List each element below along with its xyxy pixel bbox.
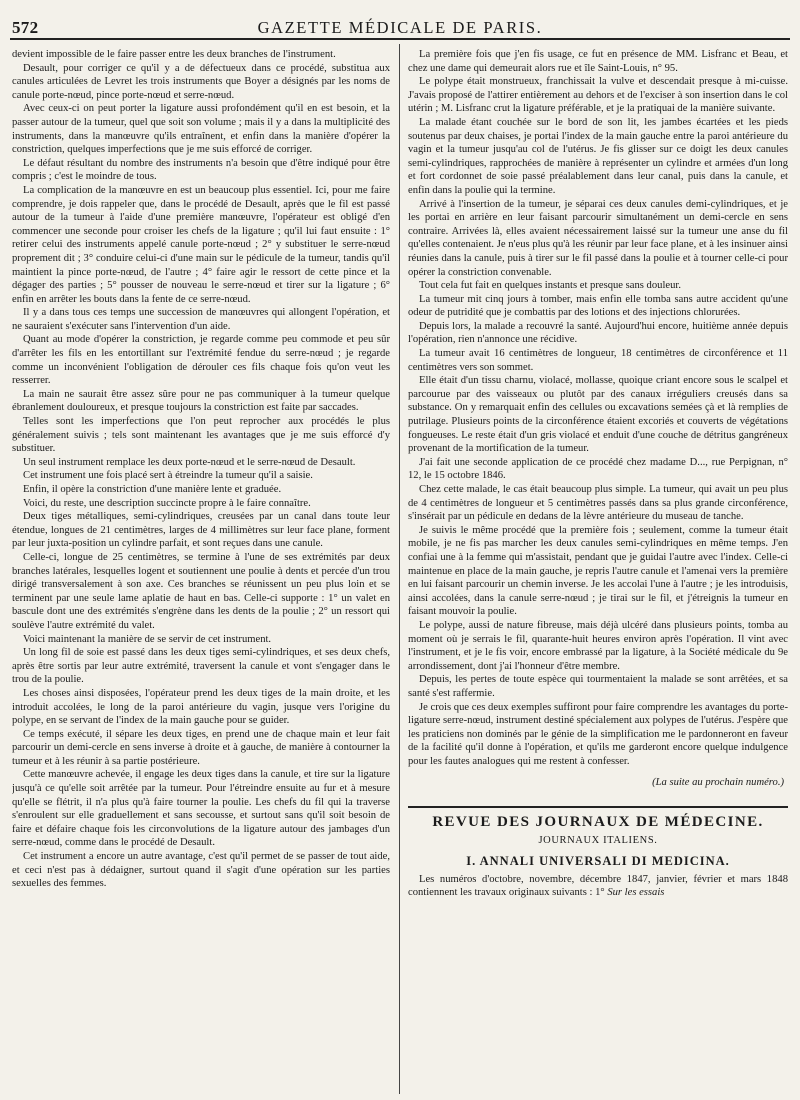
paragraph: La tumeur avait 16 centimètres de longueur, 18 centimètres de circonférence et 11 centimètres vers son sommet. — [408, 348, 788, 373]
paragraph: J'ai fait une seconde application de ce procédé chez madame D..., rue Perpignan, n° 12, le 15 octobre 1846. — [408, 456, 788, 482]
paragraph: Un seul instrument remplace les deux porte-nœud et le serre-nœud de Desault. — [23, 456, 356, 468]
intro-italic: Sur les essais — [607, 887, 665, 899]
paragraph: Les choses ainsi disposées, l'opérateur prend les deux tiges de la main droite, et les introduit accolées, le long de la paroi antérieure du vagin, jusque vers l'origine du polype, en se servant de l'index de la main gauche pour se guider. — [12, 687, 390, 727]
paragraph: Depuis lors, la malade a recouvré la santé. Aujourd'hui encore, huitième année depuis l'opération, rien n'annonce une récidive. — [408, 320, 788, 346]
paragraph: devient impossible de le faire passer entre les deux branches de l'instrument. — [12, 49, 336, 60]
paragraph: Un long fil de soie est passé dans les deux tiges semi-cylindriques, et ses deux chefs, après être sortis par leur autre extrémité, traversent la canule et vont s'engager dans le trou de la poulie. — [12, 647, 390, 686]
paragraph: Ce temps exécuté, il sépare les deux tiges, en prend une de chaque main et leur fait parcourir un demi-cercle en sens inverse à droite et à gauche, de manière à contourner la tumeur et à les réunir à sa partie postérieure. — [12, 728, 390, 767]
paragraph: Il y a dans tous ces temps une succession de manœuvres qui allongent l'opération, et ne sauraient s'exécuter sans l'intervention d'un aide. — [12, 307, 390, 332]
paragraph: Cet instrument a encore un autre avantage, c'est qu'il permet de se passer de tout aide, et ceci n'est pas à dédaigner, surtout quand il s'agit d'une opération sur les parties sexuelles des femmes. — [12, 851, 390, 890]
paragraph: Desault, pour corriger ce qu'il y a de défectueux dans ce procédé, substitua aux canules articulées de Levret les trois instruments que Boyer a désignés par les noms de canule porte-nœud, pince porte-nœud et serre-nœud. — [12, 62, 390, 101]
paragraph: Tout cela fut fait en quelques instants et presque sans douleur. — [419, 280, 681, 292]
paragraph: Je crois que ces deux exemples suffiront pour faire comprendre les avantages du porte-ligature serre-nœud, instrument destiné spécialement aux polypes de l'utérus. J'espère que les praticiens non dominés par le génie de la simplification me le pardonneront en faveur de la facilité qu'il donne à l'opération, et qu'ils me garderont encore quelque indulgence pour les fautes analogues qui me restent à confesser. — [408, 701, 788, 767]
paragraph: Depuis, les pertes de toute espèce qui tourmentaient la malade se sont arrêtées, et sa santé s'est raffermie. — [408, 674, 788, 699]
section-subtitle: JOURNAUX ITALIENS. — [538, 834, 658, 846]
paragraph: Le défaut résultant du nombre des instruments n'a besoin que d'être indiqué pour être compris ; c'est le moindre de tous. — [12, 157, 390, 183]
page-header — [10, 18, 790, 40]
paragraph: La première fois que j'en fis usage, ce fut en présence de MM. Lisfranc et Beau, et chez une dame qui demeurait alors rue et île Saint-Louis, n° 95. — [408, 49, 788, 74]
paragraph: Je suivis le même procédé que la première fois ; seulement, comme la tumeur était mobile, je ne fis pas marcher les deux canules semi-cylindriques en même temps. J'en confiai une à la femme qui m'assistait, pendant que je guidai l'autre avec l'index. Celle-ci maintenue en place de la main gauche, je repris l'autre canule et l'amenai vers la première en lui faisant parcourir un chemin inverse. Je les accolai l'une à l'autre ; je les introduisis, ainsi accolées, dans la canule serre-nœud ; je tirai sur le fil, et j'étreignis la tumeur en faisant mouvoir la poulie. — [408, 524, 788, 618]
paragraph: La main ne saurait être assez sûre pour ne pas communiquer à la tumeur quelque ébranlement douloureux, et presque toujours la constriction est faite par saccades. — [12, 388, 390, 414]
paragraph: Le polype, aussi de nature fibreuse, mais déjà ulcéré dans plusieurs points, tomba au moment où je serrais le fil, quarante-huit heures environ après l'opération. Il vint avec l'instrument, et je le fis voir, encore embrassé par la ligature, à la Société médicale du 9e arrondissement, dont j'ai l'honneur d'être membre. — [408, 619, 788, 672]
left-column — [12, 48, 390, 1090]
paragraph: Cet instrument une fois placé sert à étreindre la tumeur qu'il a saisie. — [23, 470, 313, 482]
paragraph: Voici maintenant la manière de se servir de cet instrument. — [23, 633, 272, 645]
column-divider — [399, 44, 400, 1094]
paragraph: Telles sont les imperfections que l'on peut reprocher aux procédés le plus généralement suivis ; tels sont maintenant les avantages que je me suis efforcé d'y substituer. — [12, 416, 390, 455]
continuation-note: (La suite au prochain numéro.) — [652, 777, 784, 789]
section-rule — [408, 806, 788, 808]
right-column — [408, 48, 788, 1090]
section-title: REVUE DES JOURNAUX DE MÉDECINE. — [432, 814, 764, 831]
paragraph: Cette manœuvre achevée, il engage les deux tiges dans la canule, et tire sur la ligature jusqu'à ce qu'elle soit arrêtée par la tumeur. Pour l'étreindre ensuite au fur et à mesure qu'elle se flétrit, il n'a plus qu'à faire tourner la poulie. Les chefs du fil qui la traverse s'enroulent sur elle graduellement et sans secousse, et surtout sans qu'il soit besoin de faire et défaire chaque fois les circonvolutions de la ligature autour des jambages d'un serre-nœud, comme dans le procédé de Desault. — [12, 769, 390, 849]
paragraph: La tumeur mit cinq jours à tomber, mais enfin elle tomba sans autre accident qu'une odeur de putridité que je combattis par des lotions et des injections chlorurées. — [408, 293, 788, 319]
page-number: 572 — [12, 18, 39, 37]
paragraph — [408, 873, 788, 900]
paragraph: Arrivé à l'insertion de la tumeur, je séparai ces deux canules demi-cylindriques, et je les portai en arrière en leur faisant parcourir simultanément un demi-cercle en sens contraire. Arrivées là, elles avaient nécessairement laissé sur la tumeur une anse du fil qu'elles contenaient. Je n'eus plus qu'à les réunir par leur face plane, et à les insinuer ainsi réunies dans la canule, puis à tirer sur le fil passé dans la poulie et à tourner celle-ci pour opérer la constriction convenable. — [408, 198, 788, 278]
paragraph: Le polype était monstrueux, franchissait la vulve et descendait presque à mi-cuisse. J'avais proposé de l'attirer entièrement au dehors et de l'exciser à son insertion dans le col utérin ; M. Lisfranc crut la ligature préférable, et je la pratiquai de la manière suivante. — [408, 76, 788, 115]
paragraph: Elle était d'un tissu charnu, violacé, mollasse, quoique criant encore sous le scalpel et parcourue par des vaisseaux ou plutôt par des canaux irréguliers creusés dans sa substance. On y remarquait enfin des cellules ou excavations semées çà et là remplies de putrilage. Plusieurs points de la circonférence étaient excoriés et couverts de végétations fongueuses. Le reste était d'un gris violacé et enduit d'une couche de détritus gangréneux provenant de la mortification de la tumeur. — [408, 375, 788, 455]
journal-title: GAZETTE MÉDICALE DE PARIS. — [257, 18, 543, 37]
paragraph: Deux tiges métalliques, semi-cylindriques, creusées par un canal dans toute leur étendue, longues de 21 centimètres, larges de 4 millimètres sur leur face plane, forment par leur juxta-position un cylindre parfait, et sont reçues dans une canule. — [12, 511, 390, 550]
paragraph: Chez cette malade, le cas était beaucoup plus simple. La tumeur, qui avait un peu plus de 4 centimètres de longueur et 5 centimètres passés dans sa plus grande circonférence, s'insérait par un pédicule en dedans de la lèvre antérieure du museau de tanche. — [408, 484, 788, 523]
paragraph: Celle-ci, longue de 25 centimètres, se termine à l'une de ses extrémités par deux branches latérales, lesquelles logent et soutiennent une poulie à dents et percée d'un trou dirigé transversalement à son axe. Ces branches se réunissent un peu plus loin et se terminent par une seule lame aplatie de haut en bas. Celle-ci supporte : 1° un valet en bascule dont une des extrémités s'engrène dans les dents de la poulie ; 2° un ressort qui soulève l'autre extrémité du valet. — [12, 551, 390, 631]
subsection-title: I. ANNALI UNIVERSALI DI MEDICINA. — [466, 854, 730, 869]
paragraph: Quant au mode d'opérer la constriction, je regarde comme peu commode et peu sûr d'arrêter les fils en les entortillant sur l'extrémité fendue du serre-nœud ; je regarde comme un inconvénient l'obligation de dérouler ces fils chaque fois qu'on veut les resserrer. — [12, 334, 390, 387]
intro-text: Les numéros d'octobre, novembre, décembre 1847, janvier, février et mars 1848 contiennent les travaux originaux suivants : 1° — [408, 873, 788, 899]
paragraph: Voici, du reste, une description succincte propre à le faire connaître. — [23, 497, 311, 509]
paragraph: Avec ceux-ci on peut porter la ligature aussi profondément qu'il en est besoin, et la passer autour de la tumeur, quel que soit son volume ; mais il y a dans la multiplicité des instruments, dans la manœuvre qu'ils entraînent, et enfin dans la manière d'opérer la constriction, quelques imperfections que je me suis efforcé de corriger. — [12, 103, 390, 156]
paragraph: La complication de la manœuvre en est un beaucoup plus essentiel. Ici, pour me faire comprendre, je dois rappeler que, dans le procédé de Desault, après que le fil est passé autour de la tumeur à l'aide d'une première manœuvre, l'opérateur est obligé d'en commencer une seconde pour croiser les chefs de la ligature ; qu'il lui faut ensuite : 1° retirer celui des instruments appelé canule porte-nœud ; 2° y substituer le serre-nœud proprement dit ; 3° conduire celui-ci d'une main sur le pédicule de la tumeur, tandis qu'il maintient la pince porte-nœud, de l'autre ; 4° faire agir le ressort de cette pince et la dégager des parties ; 5° pousser de nouveau le serre-nœud et tirer sur la ligature ; 6° enfin en arrêter les bouts dans la fente de ce serre-nœud. — [12, 184, 390, 305]
paragraph: La malade étant couchée sur le bord de son lit, les jambes écartées et les pieds soutenus par deux chaises, je portai l'index de la main gauche entre la paroi antérieure du vagin et la tumeur jusqu'au col de l'utérus. Je fis glisser sur ce doigt les deux canules semi-cylindriques, rapprochées de manière à représenter un cylindre et armées d'un long et fort cordonnet de soie passé préalablement dans leur canal, puis dans la canule, et enfin dans la poulie qui la termine. — [408, 116, 788, 196]
paragraph: Enfin, il opère la constriction d'une manière lente et graduée. — [23, 484, 282, 495]
